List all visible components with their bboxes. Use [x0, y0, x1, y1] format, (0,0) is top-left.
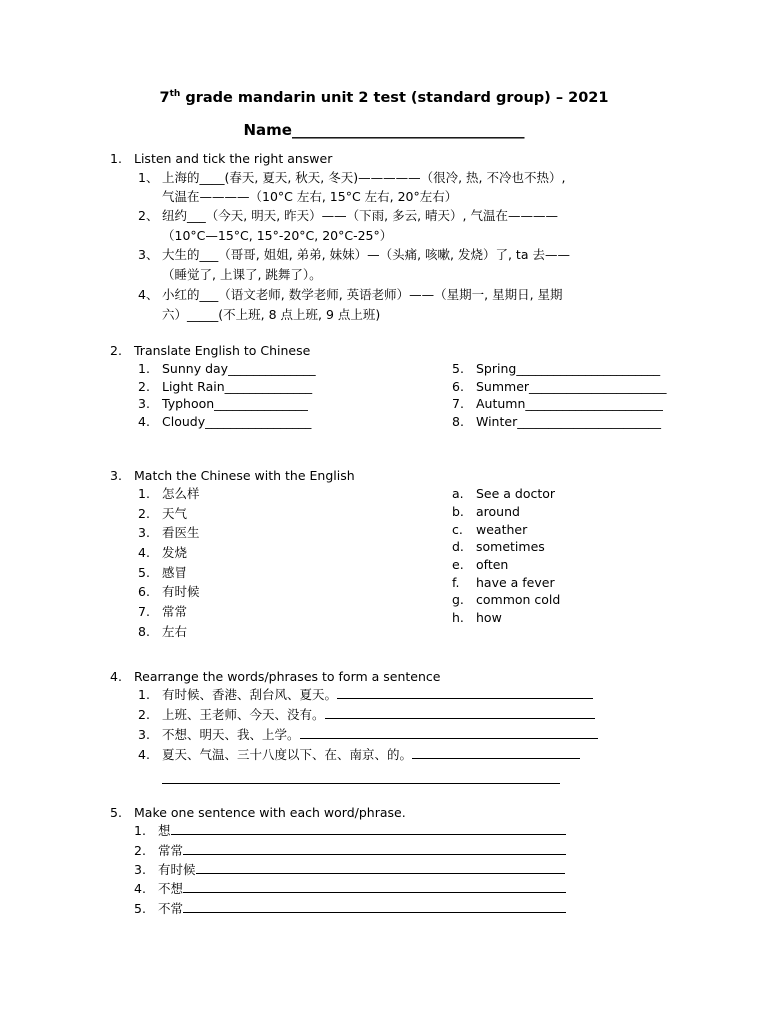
- item-text: Typhoon_______________: [162, 396, 308, 411]
- section-title: Rearrange the words/phrases to form a sentence: [134, 669, 441, 684]
- s1-item-4-cont: [162, 306, 380, 324]
- item-number: 6.: [452, 379, 464, 394]
- item-text: 想: [158, 823, 171, 838]
- answer-line[interactable]: [300, 726, 598, 739]
- s3-right-item: [452, 591, 560, 609]
- item-number: 1.: [138, 486, 150, 501]
- item-letter: c.: [452, 522, 463, 537]
- item-text: common cold: [476, 592, 561, 607]
- section-title: Translate English to Chinese: [134, 343, 311, 358]
- s3-right-item: [452, 609, 502, 627]
- section-4-heading: [110, 669, 440, 684]
- s1-item-3: [138, 246, 570, 264]
- item-text: 不想: [158, 881, 184, 896]
- item-number: 1.: [138, 687, 150, 702]
- item-number: 2.: [138, 379, 150, 394]
- item-text: 常常: [158, 843, 184, 858]
- item-text: sometimes: [476, 539, 545, 554]
- s5-item: [134, 861, 565, 879]
- item-text: Sunny day______________: [162, 361, 316, 376]
- item-text: 上海的____(春天, 夏天, 秋天, 冬天)—————（很冷, 热, 不冷也不热）,: [162, 170, 566, 185]
- item-number: 4.: [134, 881, 146, 896]
- answer-line[interactable]: [171, 822, 566, 835]
- item-text: 上班、王老师、今天、没有。: [162, 707, 325, 722]
- answer-line[interactable]: [183, 900, 566, 913]
- item-text: Spring_______________________: [476, 361, 661, 376]
- s3-right-item: [452, 574, 555, 592]
- item-number: 3.: [138, 525, 150, 540]
- section-5-heading: [110, 805, 406, 820]
- answer-line[interactable]: [412, 746, 580, 759]
- item-letter: a.: [452, 486, 464, 501]
- item-text-continued: 六）_____(不上班, 8 点上班, 9 点上班): [162, 307, 381, 322]
- item-number: 7.: [138, 604, 150, 619]
- item-number: 2.: [134, 843, 146, 858]
- item-text: often: [476, 557, 509, 572]
- item-number: 1.: [138, 361, 150, 376]
- section-number: 3.: [110, 468, 122, 483]
- item-number: 7.: [452, 396, 464, 411]
- item-letter: d.: [452, 539, 464, 554]
- s3-left-item: [138, 485, 200, 503]
- s2-left-item: [138, 413, 311, 431]
- s2-right-item: [452, 378, 667, 396]
- item-number: 2、: [138, 208, 159, 223]
- s1-item-1: [138, 169, 565, 187]
- item-text: 不常: [158, 901, 184, 916]
- item-number: 3、: [138, 247, 159, 262]
- item-text: 有时候、香港、刮台风、夏天。: [162, 687, 338, 702]
- s2-left-item: [138, 378, 312, 396]
- item-text: 有时候: [162, 584, 200, 599]
- item-number: 5.: [134, 901, 146, 916]
- item-text: 发烧: [162, 545, 188, 560]
- s3-right-item: [452, 503, 520, 521]
- item-number: 3.: [134, 862, 146, 877]
- item-number: 4.: [138, 414, 150, 429]
- item-number: 1.: [134, 823, 146, 838]
- answer-line[interactable]: [183, 842, 566, 855]
- answer-line[interactable]: [162, 771, 560, 784]
- item-text: 怎么样: [162, 486, 200, 501]
- s5-item: [134, 900, 566, 918]
- section-number: 2.: [110, 343, 122, 358]
- item-text: 天气: [162, 506, 188, 521]
- item-text: 左右: [162, 624, 188, 639]
- item-number: 4.: [138, 747, 150, 762]
- s1-item-1-cont: [162, 188, 457, 206]
- s1-item-3-cont: [162, 266, 322, 284]
- title-rest: grade mandarin unit 2 test (standard group) – 2021: [180, 89, 609, 106]
- answer-line[interactable]: [337, 686, 593, 699]
- title-prefix: 7: [159, 89, 170, 106]
- section-title: Make one sentence with each word/phrase.: [134, 805, 406, 820]
- item-text: 不想、明天、我、上学。: [162, 727, 300, 742]
- section-number: 5.: [110, 805, 122, 820]
- item-text-continued: （10°C—15°C, 15°-20°C, 20°C-25°）: [162, 228, 393, 243]
- s3-left-item: [138, 623, 187, 641]
- item-text: how: [476, 610, 502, 625]
- item-letter: e.: [452, 557, 464, 572]
- title-superscript: th: [169, 89, 181, 99]
- item-text: 小红的___（语文老师, 数学老师, 英语老师）——（星期一, 星期日, 星期: [162, 287, 563, 302]
- s2-right-item: [452, 360, 660, 378]
- item-text: 感冒: [162, 565, 188, 580]
- item-text: 夏天、气温、三十八度以下、在、南京、的。: [162, 747, 413, 762]
- item-text: Winter_______________________: [476, 414, 661, 429]
- s5-item: [134, 880, 566, 898]
- item-letter: h.: [452, 610, 464, 625]
- s3-left-item: [138, 583, 200, 601]
- s3-right-item: [452, 485, 555, 503]
- item-text: have a fever: [476, 575, 555, 590]
- item-text: weather: [476, 522, 528, 537]
- s3-right-item: [452, 521, 527, 539]
- item-number: 2.: [138, 707, 150, 722]
- s1-item-2: [138, 207, 558, 225]
- s1-item-4: [138, 286, 563, 304]
- item-text: 大生的___（哥哥, 姐姐, 弟弟, 妹妹）—（头痛, 咳嗽, 发烧）了, ta 去——: [162, 247, 570, 262]
- item-number: 8.: [138, 624, 150, 639]
- item-text: 常常: [162, 604, 188, 619]
- item-number: 4.: [138, 545, 150, 560]
- item-number: 2.: [138, 506, 150, 521]
- item-text-continued: （睡觉了, 上课了, 跳舞了）。: [162, 267, 322, 282]
- item-number: 5.: [452, 361, 464, 376]
- section-title: Match the Chinese with the English: [134, 468, 355, 483]
- section-1-heading: [110, 151, 332, 166]
- item-letter: g.: [452, 592, 464, 607]
- item-text: around: [476, 504, 520, 519]
- section-2-heading: [110, 343, 310, 358]
- s4-item: [138, 706, 595, 724]
- item-text: Autumn______________________: [476, 396, 663, 411]
- item-number: 1、: [138, 170, 159, 185]
- s4-item-4-cont: [162, 771, 560, 787]
- s2-right-item: [452, 395, 663, 413]
- s3-left-item: [138, 524, 200, 542]
- section-3-heading: [110, 468, 355, 483]
- item-text: See a doctor: [476, 486, 556, 501]
- answer-line[interactable]: [183, 880, 566, 893]
- section-number: 4.: [110, 669, 122, 684]
- s4-item: [138, 686, 593, 704]
- s2-left-item: [138, 395, 308, 413]
- s3-left-item: [138, 564, 187, 582]
- item-text-continued: 气温在————（10°C 左右, 15°C 左右, 20°左右）: [162, 189, 458, 204]
- s3-left-item: [138, 505, 187, 523]
- item-text: Summer______________________: [476, 379, 667, 394]
- item-letter: b.: [452, 504, 464, 519]
- item-text: 看医生: [162, 525, 200, 540]
- page-title: [0, 89, 768, 106]
- item-number: 4、: [138, 287, 159, 302]
- s2-left-item: [138, 360, 316, 378]
- section-number: 1.: [110, 151, 122, 166]
- s5-item: [134, 842, 566, 860]
- item-text: 有时候: [158, 862, 196, 877]
- s3-left-item: [138, 603, 187, 621]
- item-number: 5.: [138, 565, 150, 580]
- answer-line[interactable]: [325, 706, 595, 719]
- item-letter: f.: [452, 575, 460, 590]
- s1-item-2-cont: [162, 227, 392, 245]
- item-number: 8.: [452, 414, 464, 429]
- name-field-label: Name_______________________________: [243, 121, 525, 139]
- item-text: 纽约___（今天, 明天, 昨天）——（下雨, 多云, 晴天）, 气温在————: [162, 208, 558, 223]
- s4-item: [138, 726, 598, 744]
- s3-right-item: [452, 556, 508, 574]
- item-text: Cloudy_________________: [162, 414, 312, 429]
- answer-line[interactable]: [196, 861, 565, 874]
- s2-right-item: [452, 413, 661, 431]
- item-number: 3.: [138, 396, 150, 411]
- s5-item: [134, 822, 566, 840]
- item-number: 6.: [138, 584, 150, 599]
- item-number: 3.: [138, 727, 150, 742]
- section-title: Listen and tick the right answer: [134, 151, 333, 166]
- s4-item: [138, 746, 580, 764]
- s3-right-item: [452, 538, 545, 556]
- s3-left-item: [138, 544, 187, 562]
- item-text: Light Rain______________: [162, 379, 313, 394]
